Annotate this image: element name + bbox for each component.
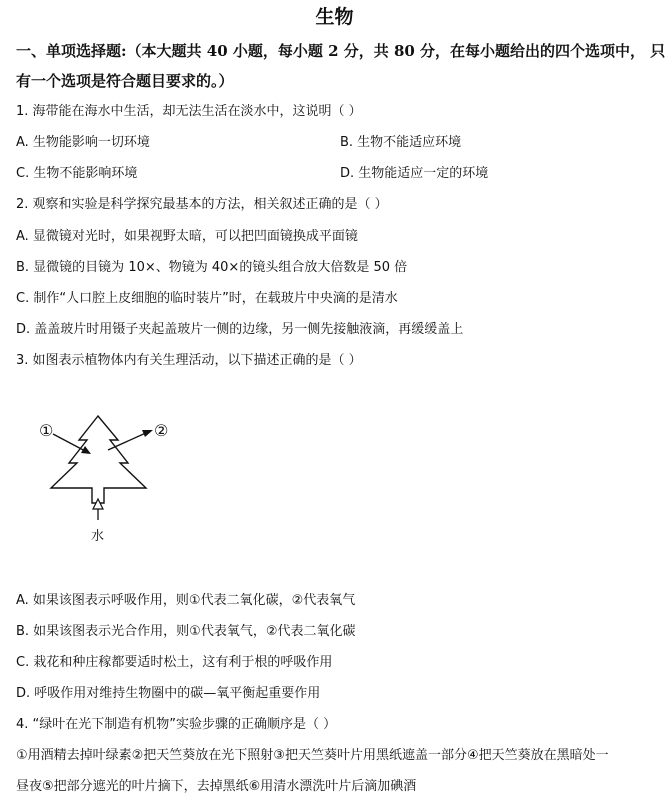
question-3-option-b: B. 如果该图表示光合作用，则①代表氧气，②代表二氧化碳 xyxy=(16,624,356,639)
section-heading-line-2: 有一个选项是符合题目要求的。） xyxy=(16,72,234,90)
question-4-stem: 4. “绿叶在光下制造有机物”实验步骤的正确顺序是（ ） xyxy=(16,717,337,732)
page-title: 生物 xyxy=(315,6,354,28)
question-1-option-d: D. 生物能适应一定的环境 xyxy=(340,166,489,181)
question-1-stem: 1. 海带能在海水中生活，却无法生活在淡水中，这说明（ ） xyxy=(16,104,362,119)
tree-outline xyxy=(51,416,146,503)
question-1-option-a: A. 生物能影响一切环境 xyxy=(16,135,150,150)
arrow-2-head xyxy=(142,430,153,437)
question-1-option-c: C. 生物不能影响环境 xyxy=(16,166,138,181)
question-4-steps-line-2: 昼夜⑤把部分遮光的叶片摘下，去掉黑纸⑥用清水漂洗叶片后滴加碘酒 xyxy=(16,779,417,794)
question-3-option-c: C. 栽花和种庄稼都要适时松土，这有利于根的呼吸作用 xyxy=(16,655,333,670)
question-2-stem: 2. 观察和实验是科学探究最基本的方法，相关叙述正确的是（ ） xyxy=(16,197,388,212)
water-arrow-head xyxy=(93,499,103,509)
question-3-option-d: D. 呼吸作用对维持生物圈中的碳—氧平衡起重要作用 xyxy=(16,686,321,701)
question-2-option-a: A. 显微镜对光时，如果视野太暗，可以把凹面镜换成平面镜 xyxy=(16,229,358,244)
question-3-option-a: A. 如果该图表示呼吸作用，则①代表二氧化碳，②代表氧气 xyxy=(16,593,356,608)
question-2-option-d: D. 盖盖玻片时用镊子夹起盖玻片一侧的边缘，另一侧先接触液滴，再缓缓盖上 xyxy=(16,322,464,337)
section-heading-line-1: 一、单项选择题:（本大题共 40 小题，每小题 2 分，共 80 分，在每小题给出的四个选项中， 只 xyxy=(16,42,666,60)
figure-label-1: ① xyxy=(39,421,54,440)
question-3-stem: 3. 如图表示植物体内有关生理活动，以下描述正确的是（ ） xyxy=(16,353,362,368)
figure-label-2: ② xyxy=(154,421,169,440)
figure-water-label: 水 xyxy=(91,529,105,544)
question-2-option-b: B. 显微镜的目镜为 10×、物镜为 40×的镜头组合放大倍数是 50 倍 xyxy=(16,260,408,275)
question-1-option-b: B. 生物不能适应环境 xyxy=(340,135,462,150)
plant-diagram xyxy=(36,410,196,550)
section-heading xyxy=(16,36,666,96)
question-2-option-c: C. 制作“人口腔上皮细胞的临时装片”时，在载玻片中央滴的是清水 xyxy=(16,291,398,306)
question-4-steps-line-1: ①用酒精去掉叶绿素②把天竺葵放在光下照射③把天竺葵叶片用黑纸遮盖一部分④把天竺葵放在黑暗处一 xyxy=(16,748,609,763)
